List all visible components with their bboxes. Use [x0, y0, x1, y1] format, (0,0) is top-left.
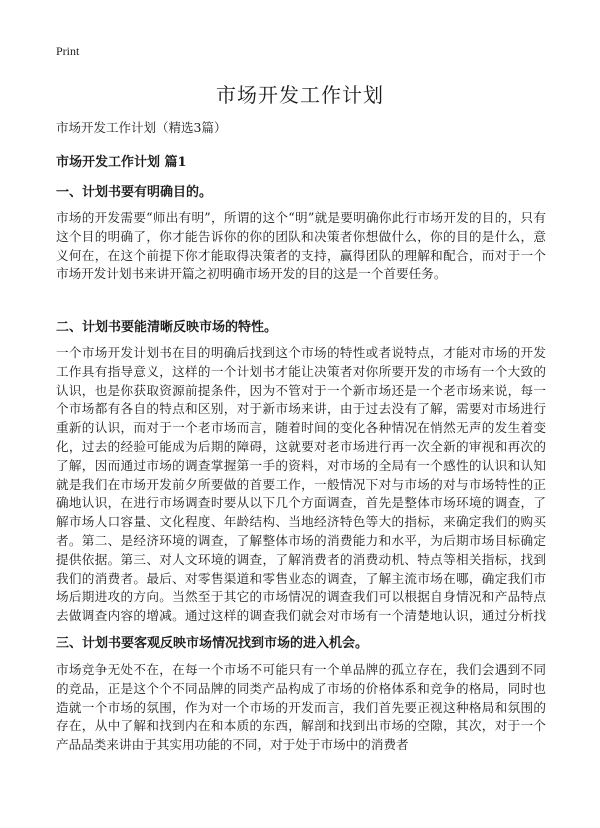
document-subtitle: 市场开发工作计划（精选3篇） — [56, 120, 227, 135]
section-body-3: 市场竞争无处不在，在每一个市场不可能只有一个单品牌的孤立存在，我们会遇到不同的竞品，正是这个个不同品牌的同类产品构成了市场的价格体系和竞争的格局，同时也造就一个市场的氛围，作为对一个市场的开发而言，我们首先要正视这种格局和氛围的存在，从中了解和找到内在和本质的东西，解剖和找到出市场的空隙，其次，对于一个产品品类来讲由于其实用功能的不同，对于处于市场中的消费者 — [56, 662, 546, 753]
section-heading-3: 三、计划书要客观反映市场情况找到市场的进入机会。 — [56, 636, 369, 651]
section-heading-1: 一、计划书要有明确目的。 — [56, 185, 213, 200]
print-link[interactable]: Print — [56, 44, 80, 58]
article-title: 市场开发工作计划 篇1 — [56, 155, 187, 170]
section-body-1: 市场的开发需要“师出有明”，所谓的这个“明”就是要明确你此行市场开发的目的，只有这个目的明确了，你才能告诉你的你的团队和决策者你想做什么，你的目的是什么，意义何在，在这个前提下你才能取得决策者的支持，赢得团队的理解和配合，而对于一个市场开发计划书来讲开篇之初明确市场开发的目的这是一个首要任务。 — [56, 210, 546, 282]
document-title: 市场开发工作计划 — [216, 83, 384, 107]
section-heading-2: 二、计划书要能清晰反映市场的特性。 — [56, 320, 278, 335]
section-body-2: 一个市场开发计划书在目的明确后找到这个市场的特性或者说特点，才能对市场的开发工作具有指导意义，这样的一个计划书才能让决策者对你所要开发的市场有一个大致的认识，也是你获取资源前提条件，因为不管对于一个新市场还是一个老市场来说，每一个市场都有各自的特点和区别，对于新市场来讲，由于过去没有了解，需要对市场进行重新的认识，而对于一个老市场而言，随着时间的变化各种情况在悄然无声的发生着变化，过去的经验可能成为后期的障碍，这就要对老市场进行再一次全新的审视和再次的了解，因而通过市场的调查掌握第一手的资料，对市场的全局有一个感性的认识和认知就是我们在市场开发前夕所要做的首要工作，一般情况下对与市场的对与市场特性的正确地认识，在进行市场调查时要从以下几个方面调查，首先是整体市场环境的调查，了解市场人口容量、文化程度、年龄结构、当地经济特色等大的指标，来确定我们的购买者。第二、是经济环境的调查，了解整体市场的消费能力和水平，为后期市场目标确定提供依据。第三、对人文环境的调查，了解消费者的消费动机、特点等相关指标，找到我们的消费者。最后、对零售渠道和零售业态的调查，了解主流市场在哪，确定我们市场后期进攻的方向。当然至于其它的市场情况的调查我们可以根据自身情况和产品特点去做调查内容的增减。通过这样的调查我们就会对市场有一个清楚地认识，通过分析找 — [56, 345, 546, 624]
